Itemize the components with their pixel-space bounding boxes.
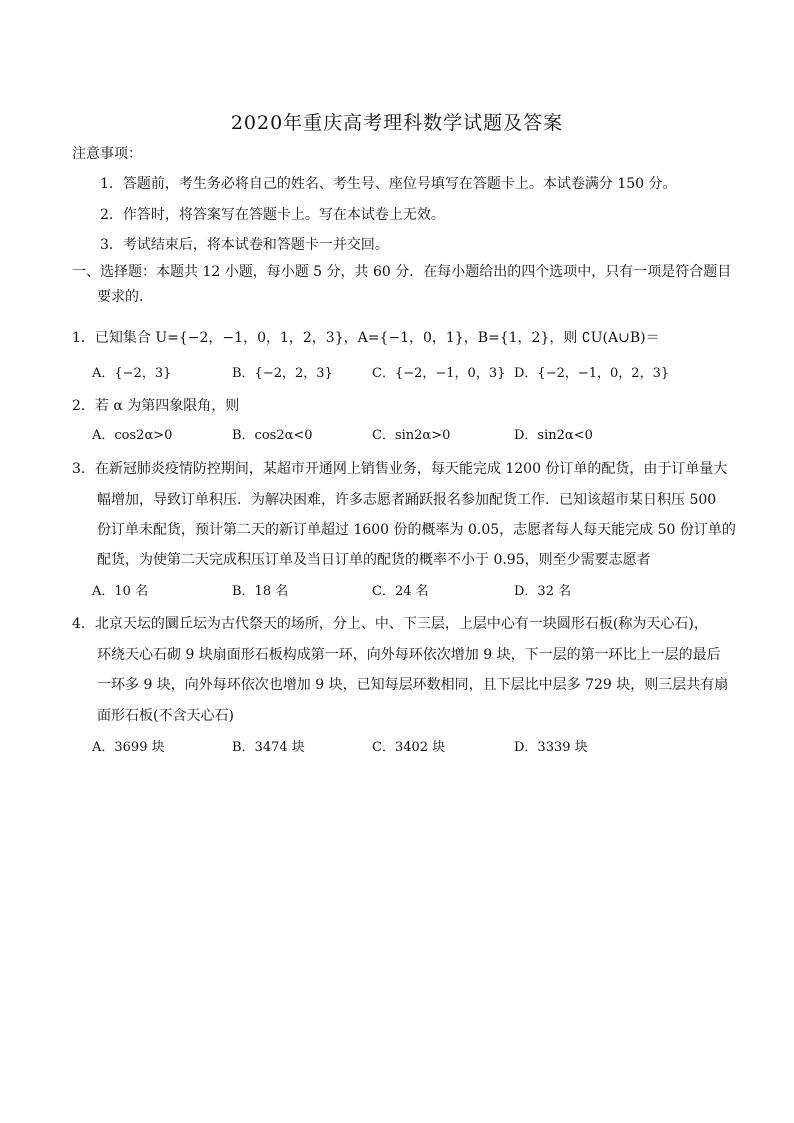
question-4-option-c: C．3402 块 xyxy=(372,740,446,755)
question-4-text-line-3: 一环多 9 块，向外每环依次也增加 9 块，已知每层环数相同，且下层比中层多 729 块，则三层共有扇 xyxy=(97,677,729,693)
section-heading-cont: 要求的． xyxy=(97,289,153,305)
question-1-option-d: D．{−2，−1，0，2，3} xyxy=(514,366,670,381)
question-1-text: 1．已知集合 U={−2，−1，0，1，2，3}，A={−1，0，1}，B={1，2}，则 ∁U(A∪B)＝ xyxy=(72,330,660,346)
question-4-text-line-2: 环绕天心石砌 9 块扇面形石板构成第一环，向外每环依次增加 9 块，下一层的第一环比上一层的最后 xyxy=(97,647,721,663)
question-2-option-d: D．sin2α<0 xyxy=(514,428,593,443)
question-3-text-line-4: 配货，为使第二天完成积压订单及当日订单的配货的概率不小于 0.95，则至少需要志愿者 xyxy=(97,552,651,568)
notice-heading: 注意事项： xyxy=(72,146,142,162)
question-4-option-a: A．3699 块 xyxy=(92,740,165,755)
question-4-option-d: D．3339 块 xyxy=(514,740,588,755)
question-3-option-d: D．32 名 xyxy=(514,584,572,599)
question-2-text: 2．若 α 为第四象限角，则 xyxy=(72,398,240,414)
question-4-text-line-4: 面形石板(不含天心石) xyxy=(97,708,234,724)
question-4-text-line-1: 4．北京天坛的圜丘坛为古代祭天的场所，分上、中、下三层，上层中心有一块圆形石板(称为天心石)， xyxy=(72,616,708,632)
question-3-option-b: B．18 名 xyxy=(232,584,289,599)
page-title: 2020年重庆高考理科数学试题及答案 xyxy=(230,112,564,134)
question-3-text-line-2: 幅增加，导致订单积压．为解决困难，许多志愿者踊跃报名参加配货工作．已知该超市某日积压 500 xyxy=(97,492,717,508)
question-2-option-c: C．sin2α>0 xyxy=(372,428,451,443)
question-3-option-c: C．24 名 xyxy=(372,584,429,599)
question-2-option-a: A．cos2α>0 xyxy=(92,428,173,443)
question-1-option-b: B．{−2，2，3} xyxy=(232,366,333,381)
question-3-option-a: A．10 名 xyxy=(92,584,149,599)
question-4-option-b: B．3474 块 xyxy=(232,740,305,755)
question-3-text-line-1: 3．在新冠肺炎疫情防控期间，某超市开通网上销售业务，每天能完成 1200 份订单的配货，由于订单量大 xyxy=(72,461,728,477)
question-1-option-a: A．{−2，3} xyxy=(92,366,172,381)
notice-item-1: 1．答题前，考生务必将自己的姓名、考生号、座位号填写在答题卡上。本试卷满分 150 分。 xyxy=(100,176,677,192)
notice-item-2: 2．作答时，将答案写在答题卡上。写在本试卷上无效。 xyxy=(100,207,445,223)
question-1-option-c: C．{−2，−1，0，3} xyxy=(372,366,506,381)
notice-item-3: 3．考试结束后，将本试卷和答题卡一并交回。 xyxy=(100,237,389,253)
question-2-option-b: B．cos2α<0 xyxy=(232,428,313,443)
question-3-text-line-3: 份订单未配货，预计第二天的新订单超过 1600 份的概率为 0.05，志愿者每人每天能完成 50 份订单的 xyxy=(97,522,736,538)
section-heading: 一、选择题：本题共 12 小题，每小题 5 分，共 60 分．在每小题给出的四个选项中，只有一项是符合题目 xyxy=(72,264,732,280)
